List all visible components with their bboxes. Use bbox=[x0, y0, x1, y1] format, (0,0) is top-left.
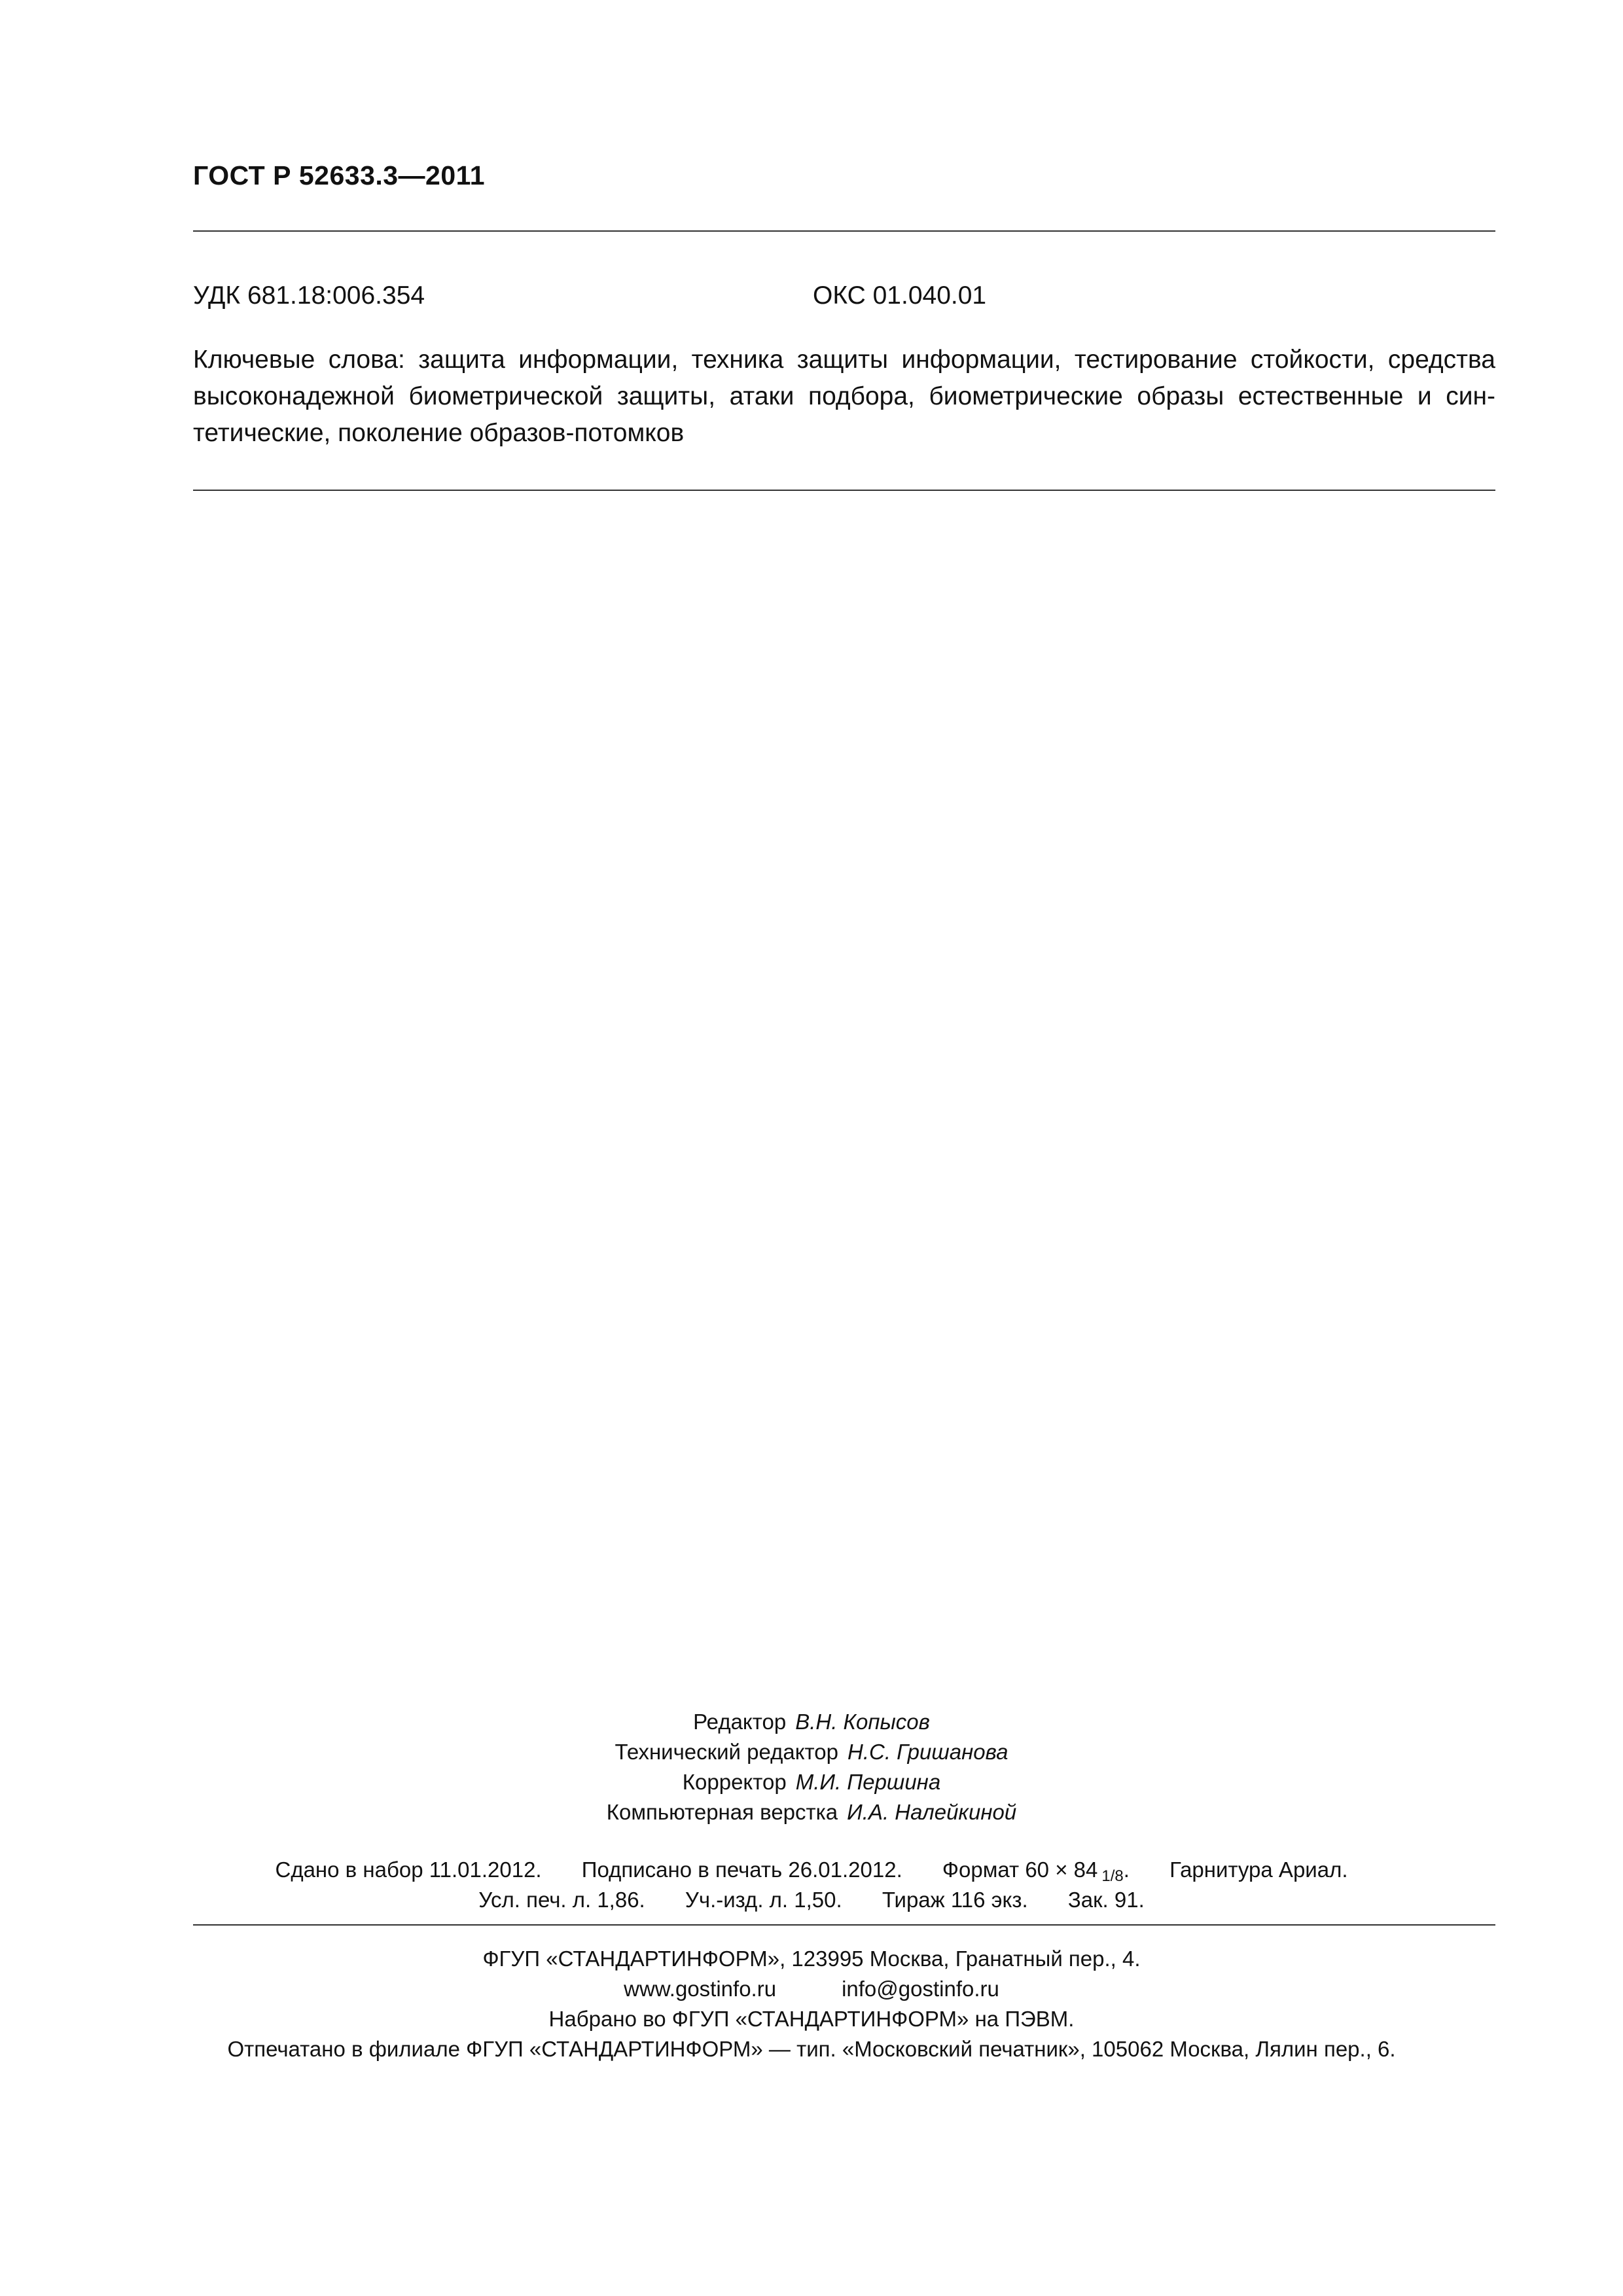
credit-editor bbox=[0, 1710, 1623, 1734]
keywords-line-2: высоконадежной биометрической защиты, атаки подбора, биометрические образы естественные и син- bbox=[193, 382, 1495, 410]
signed-date bbox=[582, 1857, 902, 1882]
signed-date-text: Подписано в печать 26.01.2012. bbox=[581, 1857, 902, 1882]
print-sheets: Усл. печ. л. 1,86. bbox=[478, 1888, 645, 1912]
credit-person: Н.С. Гришанова bbox=[847, 1740, 1008, 1764]
website-link[interactable]: www.gostinfo.ru bbox=[624, 1977, 777, 2001]
top-divider bbox=[193, 230, 1495, 232]
publisher-address: ФГУП «СТАНДАРТИНФОРМ», 123995 Москва, Гранатный пер., 4. bbox=[482, 1946, 1141, 1971]
format-prefix: Формат 60 × 84 bbox=[942, 1857, 1098, 1882]
keywords-line-3: тетические, поколение образов-потомков bbox=[193, 419, 685, 447]
credit-role: Технический редактор bbox=[615, 1740, 838, 1764]
keywords-block bbox=[193, 342, 1495, 452]
print-info-line-2 bbox=[0, 1888, 1623, 1912]
document-code: ГОСТ Р 52633.3—2011 bbox=[193, 160, 486, 190]
credit-role: Редактор bbox=[693, 1710, 787, 1734]
printed-by: Отпечатано в филиале ФГУП «СТАНДАРТИНФОРМ» — тип. «Московский печатник», 105062 Москва, Лялин пер., 6. bbox=[227, 2037, 1396, 2061]
credit-tech-editor bbox=[0, 1740, 1623, 1765]
order-number: Зак. 91. bbox=[1067, 1888, 1145, 1912]
udk-code: УДК 681.18:006.354 bbox=[193, 281, 425, 310]
format: Формат 60 × 84 1/8. bbox=[942, 1857, 1130, 1885]
credit-layout bbox=[0, 1800, 1623, 1825]
print-info-line-1 bbox=[0, 1857, 1623, 1886]
keywords-divider bbox=[193, 490, 1495, 491]
typeset-date: Сдано в набор 11.01.2012. bbox=[275, 1857, 542, 1882]
typeface: Гарнитура Ариал. bbox=[1169, 1857, 1348, 1882]
credit-person: В.Н. Копысов bbox=[795, 1710, 930, 1734]
keywords-line-1: Ключевые слова: защита информации, техника защиты информации, тестирование стойкости, средства bbox=[193, 346, 1495, 374]
oks-code: ОКС 01.040.01 bbox=[813, 281, 987, 310]
credit-role: Компьютерная верстка bbox=[606, 1800, 838, 1824]
credit-person: И.А. Налейкиной bbox=[847, 1800, 1017, 1824]
publisher-contacts bbox=[0, 1977, 1623, 2001]
credit-role: Корректор bbox=[682, 1770, 787, 1794]
print-run: Тираж 116 экз. bbox=[882, 1888, 1028, 1912]
email-link[interactable]: info@gostinfo.ru bbox=[842, 1977, 999, 2001]
typeset-by: Набрано во ФГУП «СТАНДАРТИНФОРМ» на ПЭВМ. bbox=[548, 2007, 1075, 2031]
format-fraction: 1/8 bbox=[1101, 1867, 1124, 1885]
publisher-divider bbox=[193, 1924, 1495, 1926]
credit-person: М.И. Першина bbox=[795, 1770, 941, 1794]
publication-sheets: Уч.-изд. л. 1,50. bbox=[685, 1888, 842, 1912]
credit-corrector bbox=[0, 1770, 1623, 1795]
